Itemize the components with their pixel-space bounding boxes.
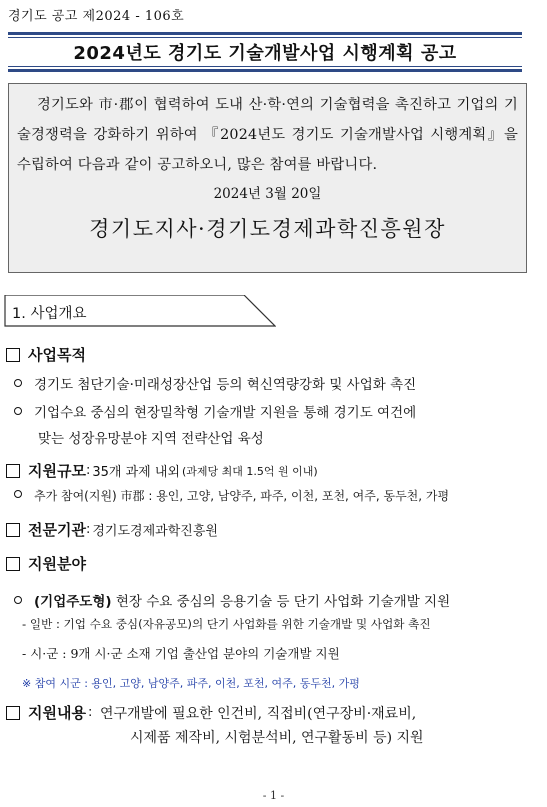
purpose-bullet-2-text: 기업수요 중심의 현장밀착형 기술개발 지원을 통해 경기도 여건에: [34, 405, 417, 421]
checkbox-square-icon: [6, 557, 20, 571]
fields-bullet-bold: (기업주도형): [34, 594, 112, 610]
fields-dash-general: - 일반 : 기업 수요 중심(자유공모)의 단기 사업화를 위한 기술개발 및 사업화 촉진: [22, 617, 431, 631]
intro-box: [8, 83, 527, 273]
purpose-heading: [6, 344, 86, 365]
purpose-heading-label: 사업목적: [28, 346, 86, 364]
document-title: 2024년도 경기도 기술개발사업 시행계획 공고: [73, 43, 457, 64]
content-line-1: 연구개발에 필요한 인건비, 직접비(연구장비·재료비,: [100, 706, 417, 722]
checkbox-square-icon: [6, 706, 20, 720]
fields-bullet: [14, 590, 450, 610]
announcement-date: 2024년 3월 20일: [213, 186, 322, 202]
scale-note: (과제당 최대 1.5억 원 이내): [181, 464, 318, 478]
circle-bullet-icon: [14, 407, 22, 415]
purpose-bullet-2: [14, 401, 416, 421]
purpose-bullet-1-text: 경기도 첨단기술·미래성장산업 등의 혁신역량강화 및 사업화 촉진: [34, 377, 417, 393]
content-separator: :: [87, 705, 93, 720]
fields-heading-label: 지원분야: [28, 555, 86, 573]
content-line-2: 시제품 제작비, 시험분석비, 연구활동비 등) 지원: [130, 730, 424, 746]
scale-bullet-text: 추가 참여(지원) 市郡 : 용인, 고양, 남양주, 파주, 이천, 포천, 여주, 동두천, 가평: [34, 489, 450, 503]
content-heading: [6, 702, 92, 723]
issuer-name: 경기도지사·경기도경제과학진흥원장: [89, 217, 446, 241]
circle-bullet-icon: [14, 490, 22, 498]
scale-heading-label: 지원규모: [28, 462, 86, 480]
agency-heading: [6, 519, 218, 540]
checkbox-square-icon: [6, 464, 20, 478]
fields-participating-cities-note: ※ 참여 시군 : 용인, 고양, 남양주, 파주, 이천, 포천, 여주, 동두천, 가평: [22, 677, 360, 690]
fields-heading: [6, 553, 86, 574]
purpose-bullet-1: [14, 373, 416, 393]
section-heading-tab: [4, 295, 276, 327]
section-label: 1. 사업개요: [12, 306, 87, 322]
content-heading-label: 지원내용: [28, 704, 86, 722]
purpose-bullet-2-continued: 맞는 성장유망분야 지역 전략산업 육성: [38, 431, 264, 447]
scale-value: 35개 과제 내외: [92, 465, 180, 480]
checkbox-square-icon: [6, 348, 20, 362]
intro-text: 경기도와 市·郡이 협력하여 도내 산·학·연의 기술협력을 촉진하고 기업의 기술경쟁력을 강화하기 위하여 『2024년도 경기도 기술개발사업 시행계획』을 수립하여 다음과 같이 공고하오니, 많은 참여를 바랍니다.: [17, 97, 518, 173]
circle-bullet-icon: [14, 596, 22, 604]
circle-bullet-icon: [14, 379, 22, 387]
checkbox-square-icon: [6, 523, 20, 537]
title-band: [8, 32, 522, 72]
fields-bullet-text: 현장 수요 중심의 응용기술 등 단기 사업화 기술개발 지원: [111, 594, 451, 610]
scale-heading: [6, 460, 318, 481]
fields-dash-city: - 시·군 : 9개 시·군 소재 기업 출산업 분야의 기술개발 지원: [22, 646, 340, 661]
agency-value: 경기도경제과학진흥원: [92, 524, 218, 539]
agency-separator: :: [85, 522, 91, 537]
notice-number: 경기도 공고 제2024 - 106호: [8, 9, 185, 24]
scale-bullet: [14, 487, 449, 504]
page-number: - 1 -: [262, 789, 285, 802]
scale-separator: :: [85, 463, 91, 478]
agency-heading-label: 전문기관: [28, 521, 86, 539]
